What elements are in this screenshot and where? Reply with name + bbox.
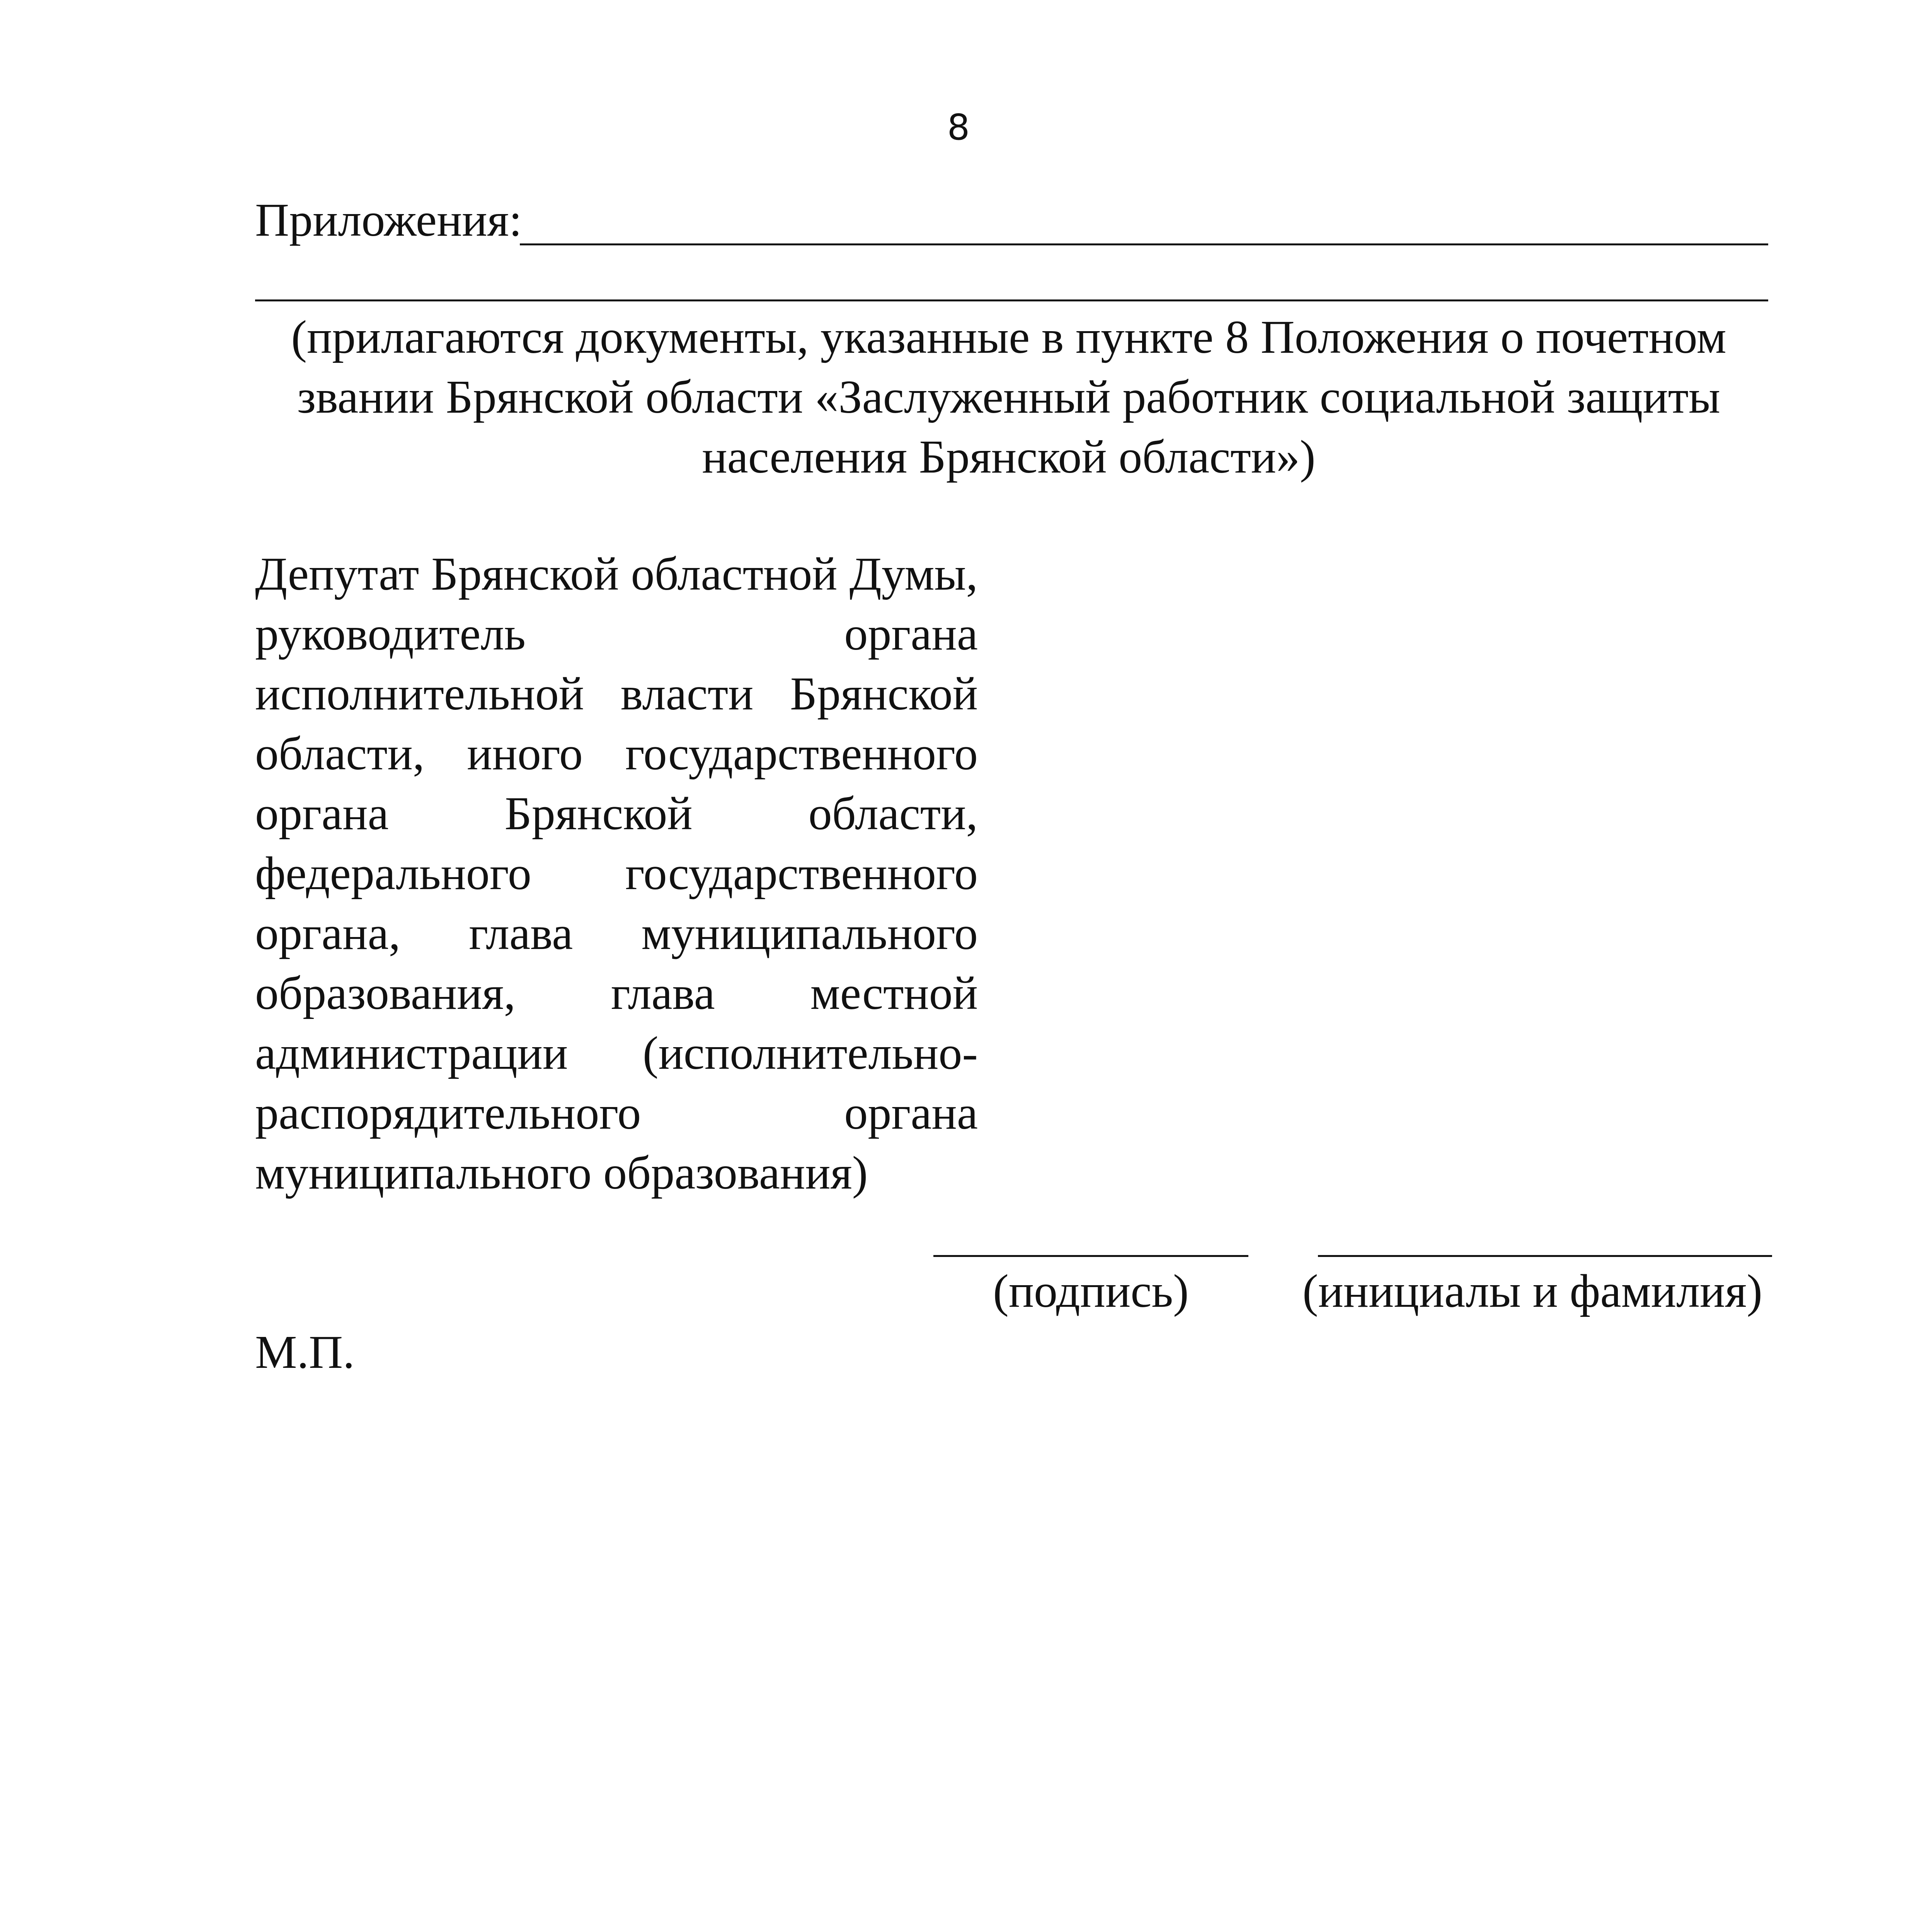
attachments-note: (прилагаются документы, указанные в пункте 8 Положения о почетном звании Брянской области «Заслуженный работник социальной защиты населения Брянской области») [291, 311, 1726, 483]
attachments-line-1 [520, 243, 1768, 245]
signature-caption: (подпись) [993, 1265, 1189, 1317]
attachments-label: Приложения: [255, 194, 522, 246]
attachments-line-2 [255, 299, 1768, 301]
signer-position: Депутат Брянской областной Думы, руководитель органа исполнительной власти Брянской области, иного государственного органа Брянской области, федерального государственного органа, глава муниципального образования, глава местной администрации (исполнительно-распорядительного органа [255, 548, 978, 1139]
name-caption: (инициалы и фамилия) [1302, 1265, 1763, 1317]
page-number: 8 [947, 107, 970, 148]
stamp-place: М.П. [255, 1326, 355, 1378]
signature-line [933, 1255, 1248, 1257]
signer-position-last-line: муниципального образования) [255, 1147, 868, 1199]
name-line [1318, 1255, 1772, 1257]
